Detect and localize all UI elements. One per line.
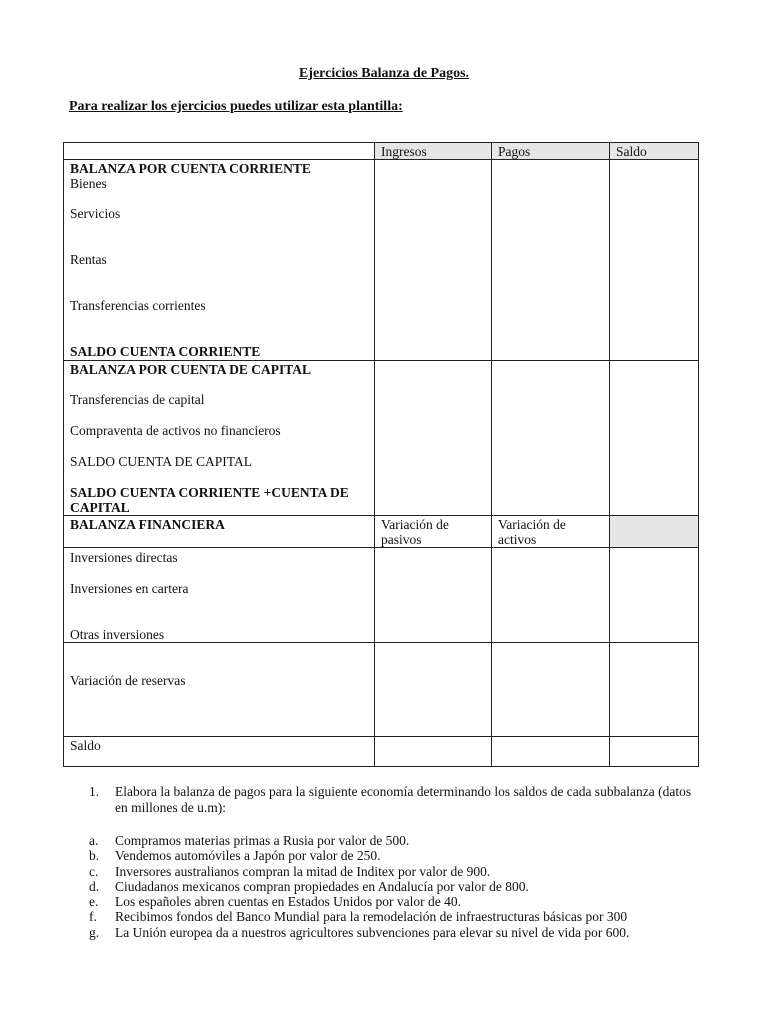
financial-pasivos-header bbox=[375, 516, 492, 548]
item-letter: b. bbox=[89, 848, 100, 864]
balance-activos-cell bbox=[492, 737, 610, 767]
row-label-saldo-cuenta-capital: SALDO CUENTA DE CAPITAL bbox=[70, 454, 252, 469]
current-ingresos-cell bbox=[375, 160, 492, 361]
variacion-activos-line2: activos bbox=[498, 532, 537, 547]
reserves-pasivos-cell bbox=[375, 643, 492, 737]
exercise-items-list bbox=[89, 833, 729, 940]
investments-pasivos-cell bbox=[375, 548, 492, 643]
financial-header-row bbox=[64, 516, 699, 548]
row-label-saldo-cuenta-corriente: SALDO CUENTA CORRIENTE bbox=[70, 344, 261, 359]
financial-investments-section bbox=[64, 548, 699, 643]
header-pagos: Pagos bbox=[492, 143, 610, 160]
reserves-label-cell bbox=[64, 643, 375, 737]
current-pagos-cell bbox=[492, 160, 610, 361]
item-text: Compramos materias primas a Rusia por valor de 500. bbox=[115, 833, 410, 848]
item-letter: e. bbox=[89, 894, 99, 910]
balance-of-payments-table bbox=[63, 142, 699, 767]
row-label-transferencias-capital: Transferencias de capital bbox=[70, 392, 205, 407]
list-item bbox=[89, 925, 729, 940]
row-label-servicios: Servicios bbox=[70, 206, 121, 221]
balance-row bbox=[64, 737, 699, 767]
item-letter: f. bbox=[89, 909, 97, 925]
list-item bbox=[89, 864, 729, 879]
list-item bbox=[89, 894, 729, 909]
item-text: Los españoles abren cuentas en Estados Unidos por valor de 40. bbox=[115, 894, 462, 910]
item-letter: c. bbox=[89, 863, 99, 879]
row-label-bienes: Bienes bbox=[70, 176, 107, 191]
row-label-transferencias-corrientes: Transferencias corrientes bbox=[70, 298, 206, 313]
exercise-intro bbox=[89, 784, 739, 816]
list-item bbox=[89, 848, 729, 863]
current-saldo-cell bbox=[610, 160, 699, 361]
variacion-activos-line1: Variación de bbox=[498, 517, 566, 532]
row-label-otras-inversiones: Otras inversiones bbox=[70, 627, 165, 642]
header-ingresos: Ingresos bbox=[375, 143, 492, 160]
row-label-saldo: Saldo bbox=[70, 738, 101, 753]
investments-activos-cell bbox=[492, 548, 610, 643]
current-account-section bbox=[64, 160, 699, 361]
row-label-inversiones-directas: Inversiones directas bbox=[70, 550, 178, 565]
financial-activos-header bbox=[492, 516, 610, 548]
header-saldo: Saldo bbox=[610, 143, 699, 160]
exercise-number: 1. bbox=[89, 784, 100, 799]
row-label-saldo-corriente-capital: SALDO CUENTA CORRIENTE +CUENTA DE bbox=[70, 485, 349, 500]
item-letter: d. bbox=[89, 878, 100, 894]
item-text: Recibimos fondos del Banco Mundial para la remodelación de infraestructuras básicas por 300 bbox=[115, 909, 628, 925]
variacion-pasivos-line2: pasivos bbox=[381, 532, 422, 547]
header-empty-cell bbox=[64, 143, 375, 160]
current-account-labels bbox=[64, 160, 375, 361]
row-label-variacion-reservas: Variación de reservas bbox=[70, 673, 186, 688]
document-subtitle: Para realizar los ejercicios puedes utilizar esta plantilla: bbox=[69, 99, 403, 114]
list-item bbox=[89, 879, 729, 894]
financial-investments-labels bbox=[64, 548, 375, 643]
current-account-heading: BALANZA POR CUENTA CORRIENTE bbox=[70, 161, 311, 176]
row-label-compraventa-activos: Compraventa de activos no financieros bbox=[70, 423, 281, 438]
balance-saldo-cell bbox=[610, 737, 699, 767]
capital-account-heading: BALANZA POR CUENTA DE CAPITAL bbox=[70, 362, 312, 377]
capital-saldo-cell bbox=[610, 361, 699, 516]
table-header-row bbox=[64, 143, 699, 160]
reserves-section bbox=[64, 643, 699, 737]
list-item bbox=[89, 909, 729, 924]
balance-pasivos-cell bbox=[375, 737, 492, 767]
capital-account-labels bbox=[64, 361, 375, 516]
document-title: Ejercicios Balanza de Pagos. bbox=[298, 66, 470, 81]
capital-ingresos-cell bbox=[375, 361, 492, 516]
reserves-saldo-cell bbox=[610, 643, 699, 737]
variacion-pasivos-line1: Variación de bbox=[381, 517, 449, 532]
item-letter: g. bbox=[89, 924, 100, 940]
row-label-rentas: Rentas bbox=[70, 252, 107, 267]
row-label-inversiones-cartera: Inversiones en cartera bbox=[70, 581, 189, 596]
item-text: Inversores australianos compran la mitad de Inditex por valor de 900. bbox=[115, 863, 491, 879]
capital-account-section bbox=[64, 361, 699, 516]
balance-label-cell bbox=[64, 737, 375, 767]
list-item bbox=[89, 833, 729, 848]
exercise-intro-line1: Elabora la balanza de pagos para la siguiente economía determinando los saldos de cada subbalanza (datos bbox=[115, 784, 692, 799]
capital-pagos-cell bbox=[492, 361, 610, 516]
financial-heading-cell bbox=[64, 516, 375, 548]
financial-shaded-cell bbox=[610, 516, 699, 548]
row-label-saldo-corriente-capital-2: CAPITAL bbox=[70, 500, 130, 515]
exercise-intro-line2: en millones de u.m): bbox=[115, 800, 226, 815]
item-letter: a. bbox=[89, 833, 99, 848]
item-text: La Unión europea da a nuestros agricultores subvenciones para elevar su nivel de vida por 600. bbox=[115, 924, 630, 940]
item-text: Ciudadanos mexicanos compran propiedades en Andalucía por valor de 800. bbox=[115, 878, 529, 894]
investments-saldo-cell bbox=[610, 548, 699, 643]
item-text: Vendemos automóviles a Japón por valor de 250. bbox=[115, 848, 381, 864]
reserves-activos-cell bbox=[492, 643, 610, 737]
financial-account-heading: BALANZA FINANCIERA bbox=[70, 517, 225, 532]
